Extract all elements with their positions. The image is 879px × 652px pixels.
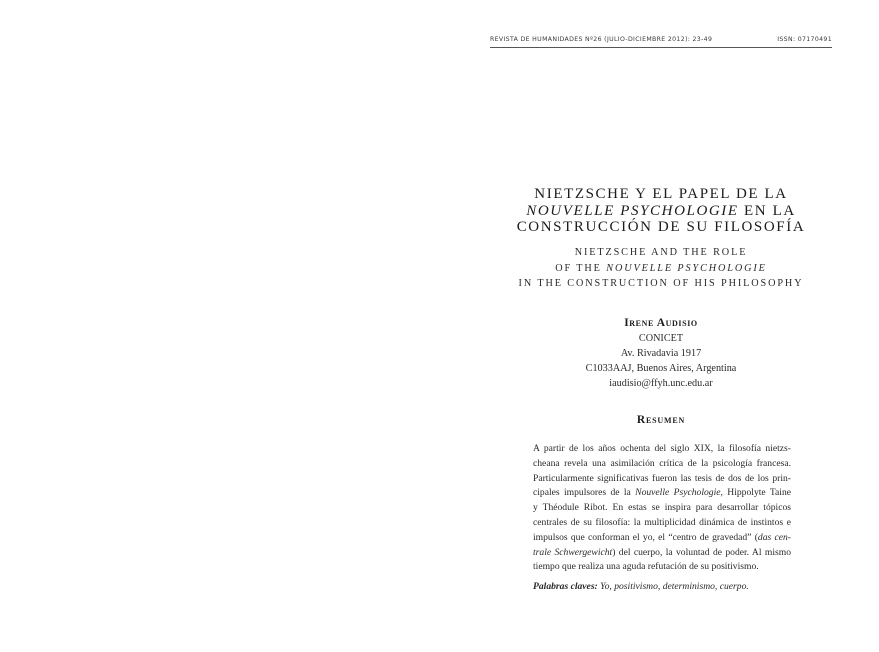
title-en-line-3: IN THE CONSTRUCTION OF HIS PHILOSOPHY	[518, 278, 804, 289]
abstract-heading: Resumen	[636, 414, 686, 426]
title-en-line-1: NIETZSCHE AND THE ROLE	[574, 247, 748, 258]
abstract-line: cheana revela una asimilación crítica de la psicología francesa.	[533, 457, 791, 469]
abstract-line	[533, 486, 791, 501]
keywords	[533, 580, 791, 594]
title-es-italic: NOUVELLE PSYCHOLOGIE	[526, 202, 739, 219]
abstract-italic: trale Schwergewicht	[533, 546, 613, 558]
title-en-line-2	[490, 261, 832, 277]
abstract-text: ) del cuerpo, la voluntad de poder. Al mismo	[612, 546, 791, 558]
title-es-line-3: CONSTRUCCIÓN DE SU FILOSOFÍA	[516, 219, 806, 235]
title-es-line-2	[490, 203, 832, 220]
author-street: Av. Rivadavia 1917	[620, 348, 702, 359]
journal-citation: REVISTA DE HUMANIDADES Nº26 (JULIO-DICIEMBRE 2012): 23-49	[490, 36, 713, 43]
abstract-line: A partir de los años ochenta del siglo XIX, la filosofía nietzs-	[533, 443, 791, 454]
author-block	[490, 316, 832, 391]
title-spanish	[490, 186, 832, 236]
header-divider	[490, 47, 832, 48]
abstract-line: y Théodule Ribot. En estas se inspira para desarrollar tópicos	[533, 502, 791, 514]
author-institution: CONICET	[638, 333, 684, 344]
title-english	[490, 245, 832, 292]
author-name: Irene Audisio	[624, 317, 698, 329]
abstract-text: , Hippolyte Taine	[720, 487, 792, 499]
abstract-line: centrales de su filosofía: la multiplicidad dinámica de instintos e	[533, 516, 791, 528]
author-city: C1033AAJ, Buenos Aires, Argentina	[585, 363, 737, 374]
title-en-italic: NOUVELLE PSYCHOLOGIE	[606, 262, 767, 274]
abstract-line	[533, 531, 791, 546]
abstract-line: Particularmente significativas fueron las tesis de dos de los prin-	[533, 472, 791, 484]
title-es-line-2-rest: EN LA	[738, 202, 796, 219]
abstract-line	[533, 546, 791, 561]
keywords-values: Yo, positivismo, determinismo, cuerpo.	[597, 581, 749, 592]
author-email: iaudisio@ffyh.unc.edu.ar	[609, 378, 713, 389]
title-es-line-1: NIETZSCHE Y EL PAPEL DE LA	[534, 186, 788, 202]
title-en-line-2-pre: OF THE	[555, 262, 607, 274]
abstract-italic: das cen-	[757, 531, 791, 543]
abstract-italic: Nouvelle Psychologie	[635, 487, 721, 499]
issn: ISSN: 07170491	[777, 36, 832, 43]
abstract-line: tiempo que realiza una aguda refutación de su positivismo.	[533, 561, 759, 573]
abstract-text: impulsos que conforman el yo, el “centro de gravedad” (	[533, 531, 758, 543]
abstract-body	[533, 442, 791, 575]
keywords-label: Palabras claves:	[533, 581, 598, 592]
abstract-text: cipales impulsores de la	[533, 487, 636, 499]
